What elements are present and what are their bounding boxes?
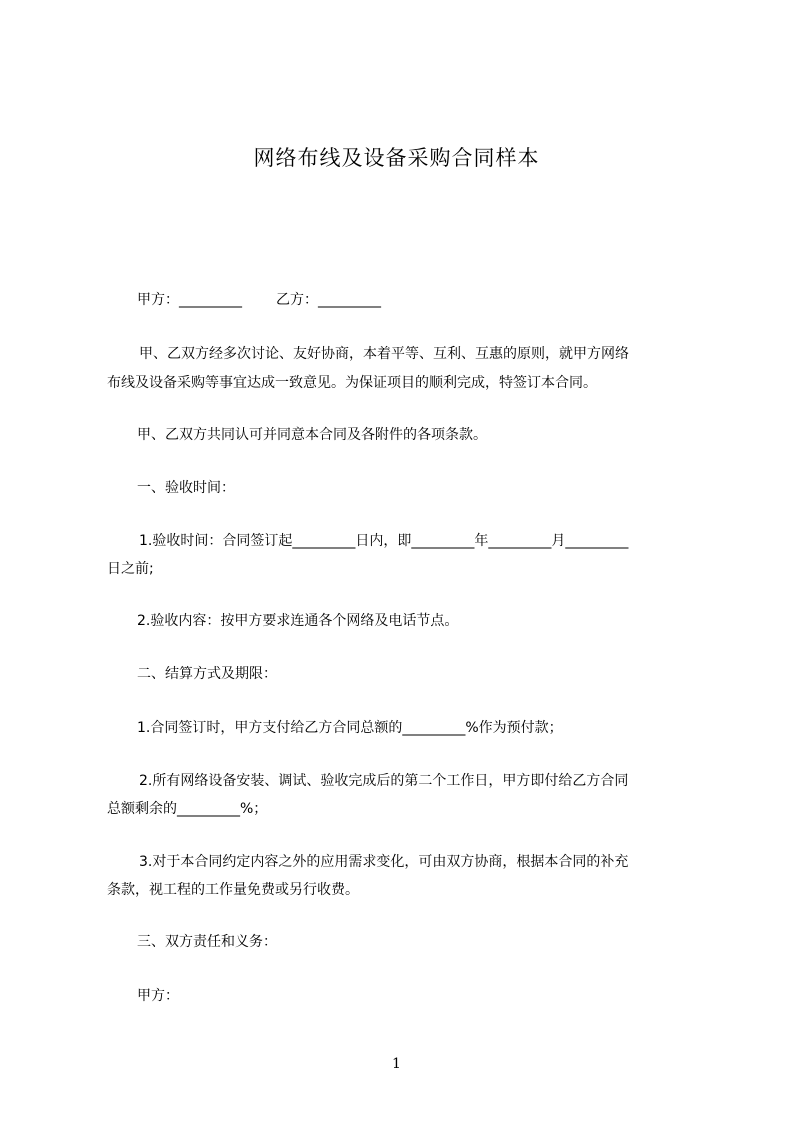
section-3-party-a: 甲方： (137, 988, 179, 1004)
intro-line-2: 布线及设备采购等事宜达成一致意见。为保证项目的顺利完成，特签订本合同。 (107, 375, 597, 391)
section-2-item-3-line-1: 3.对于本合同约定内容之外的应用需求变化，可由双方协商，根据本合同的补充 (139, 854, 629, 870)
document-title: 网络布线及设备采购合同样本 (253, 146, 540, 170)
section-1-item-1-line-2: 日之前; (107, 561, 154, 577)
section-1-item-1-line-1: 1.验收时间：合同签订起_________日内，即_________年_________月_________ (139, 533, 629, 549)
parties-line (107, 290, 735, 310)
agreement-paragraph: 甲、乙双方共同认可并同意本合同及各附件的各项条款。 (137, 427, 487, 443)
section-2-item-1: 1.合同签订时，甲方支付给乙方合同总额的_________%作为预付款； (137, 720, 563, 736)
party-a-field: 甲方：_________ (137, 292, 242, 308)
section-1-heading: 一、验收时间： (137, 480, 235, 496)
page-number: 1 (392, 1056, 401, 1072)
section-2-item-3-line-2: 条款，视工程的工作量免费或另行收费。 (107, 882, 359, 898)
section-3-heading: 三、双方责任和义务： (137, 934, 277, 950)
section-2-item-2-line-2: 总额剩余的_________%； (107, 801, 268, 817)
section-1-item-2: 2.验收内容：按甲方要求连通各个网络及电话节点。 (137, 613, 459, 629)
party-b-field: 乙方：_________ (276, 292, 381, 308)
section-2-heading: 二、结算方式及期限： (137, 666, 277, 682)
intro-line-1: 甲、乙双方经多次讨论、友好协商，本着平等、互利、互惠的原则，就甲方网络 (139, 346, 629, 362)
section-2-item-2-line-1: 2.所有网络设备安装、调试、验收完成后的第二个工作日，甲方即付给乙方合同 (139, 773, 629, 789)
